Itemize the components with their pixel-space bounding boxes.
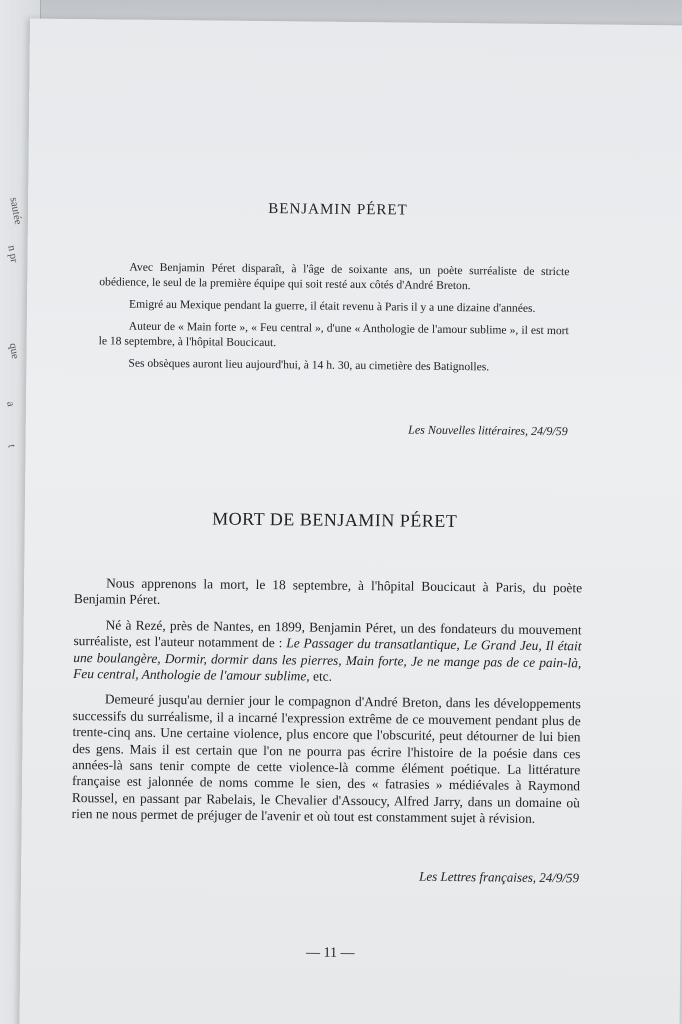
article-2-body [72, 575, 583, 837]
article-2-paragraph: Demeuré jusqu'au dernier jour le compagnon d'André Breton, dans les développements successifs du surréalisme, il a incarné l'expression extrême de ce mouvement pendant plus de trente-cinq ans. Une certaine violence, plus encore que l'obscurité, peut détourner de lui bien des gens. Mais il est certain que l'on ne pourra pas écrire l'histoire de la poésie dans ces années-là sans tenir compte de cette violence-là comme élément poétique. La littérature française est jalonnée de noms comme le sien, des « fatrasies » médiévales à Raymond Roussel, en passant par Rabelais, le Chevalier d'Assoucy, Alfred Jarry, dans un domaine où rien ne nous permet de préjuger de l'avenir et où tout est constamment sujet à révision. [71, 691, 581, 827]
article-1-paragraph: Avec Benjamin Péret disparaît, à l'âge de soixante ans, un poète surréaliste de stricte obédience, le seul de la première équipe qui soit resté aux côtés d'André Breton. [99, 260, 570, 293]
paragraph-tail: etc. [309, 668, 333, 684]
page-number: — 11 — [305, 945, 355, 961]
previous-page-fragment: sautée [7, 196, 25, 226]
paragraph-lead: Né à Rezé, près de Nantes, en 1899, Benjamin Péret, un des fondateurs du mouvement surréaliste, est l'auteur notamment de : [73, 617, 582, 651]
article-1-source: Les Nouvelles littéraires, 24/9/59 [408, 422, 568, 439]
article-1-paragraph: Auteur de « Main forte », « Feu central », d'une « Anthologie de l'amour sublime », il est mort le 18 septembre, à l'hôpital Boucicaut. [98, 319, 569, 350]
article-1-paragraph: Ses obsèques auront lieu aujourd'hui, à 14 h. 30, au cimetière des Batignolles. [128, 356, 490, 374]
previous-page-fragment: t [5, 443, 18, 449]
article-1-paragraph: Emigré au Mexique pendant la guerre, il était revenu à Paris il y a une dizaine d'années. [128, 297, 536, 315]
article-2-title: MORT DE BENJAMIN PÉRET [212, 508, 458, 532]
book-page [19, 19, 682, 1024]
article-2-paragraph: Nous apprenons la mort, le 18 septembre, à l'hôpital Boucicaut à Paris, du poète Benjamin Péret. [73, 575, 583, 608]
previous-page-fragment: que [6, 342, 22, 360]
previous-page-fragment: n pr [5, 244, 21, 264]
article-2-paragraph [73, 617, 582, 688]
article-1-body [98, 259, 569, 382]
previous-page-fragment: a [4, 400, 17, 408]
page-content [19, 19, 682, 1024]
article-2-source: Les Lettres françaises, 24/9/59 [419, 868, 580, 886]
works-list: Le Passager du transatlantique, Le Grand Jeu, Il était une boulangère, Dormir, dormir dans les pierres, Main forte, Je ne mange pas de ce pain-là, Feu central, Anthologie de l'amour sublime, [73, 635, 582, 684]
article-1-title: BENJAMIN PÉRET [268, 201, 408, 219]
